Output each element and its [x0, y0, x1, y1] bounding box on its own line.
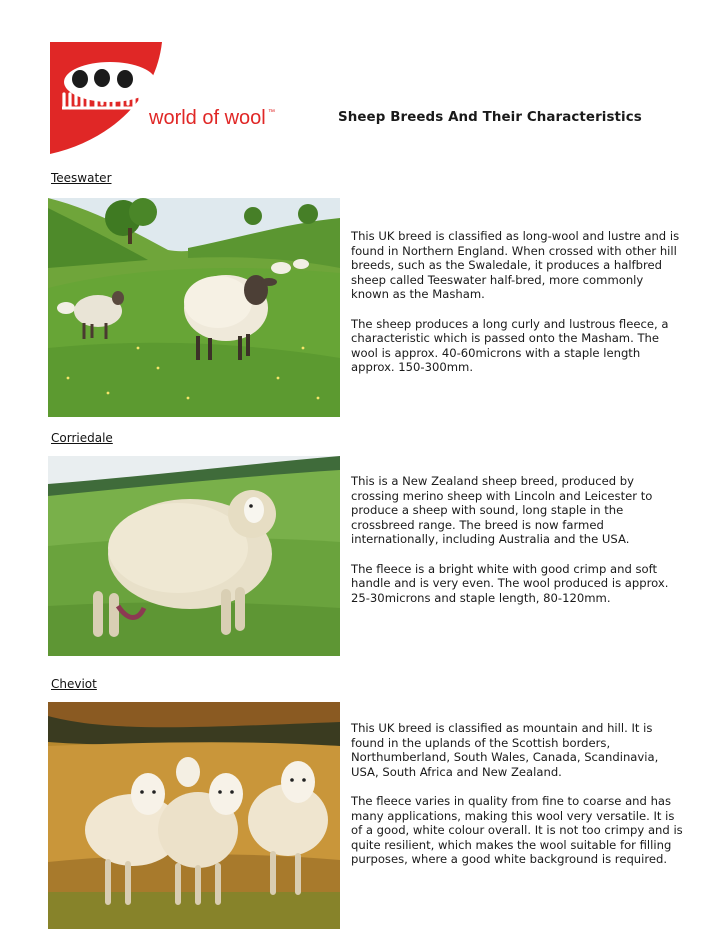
cheviot-paragraph-origin: This UK breed is classified as mountain and hill. It is found in the uplands of the Scottish borders, Northumberland, South Wales, Canada, Scandinavia, USA, South Africa and New Zealand. — [351, 721, 659, 779]
world-of-wool-logo — [50, 42, 280, 154]
breed-name-cheviot: Cheviot — [51, 677, 97, 691]
logo-graphic — [50, 42, 280, 154]
sheep-photo-icon — [48, 198, 340, 417]
page-title: Sheep Breeds And Their Characteristics — [338, 110, 642, 125]
sheep-emblem-icon — [62, 62, 156, 108]
corriedale-paragraph-origin: This is a New Zealand sheep breed, produced by crossing merino sheep with Lincoln and Leicester to produce a sheep with sound, long staple in the crossbreed range. The breed is now farmed internationally, including Australia and the USA. — [351, 474, 653, 547]
logo-text: world of wool — [149, 107, 266, 129]
sheep-photo-icon — [48, 456, 340, 656]
cheviot-paragraph-fleece: The fleece varies in quality from fine to coarse and has many applications, making this wool very versatile. It is of a good, white colour overall. It is not too crimpy and is quite resilient, which makes the wool suitable for filling purposes, where a good white background is required. — [351, 793, 683, 867]
breed-description-corriedale — [351, 474, 683, 620]
breed-description-teeswater — [351, 229, 683, 390]
breed-name-teeswater: Teeswater — [51, 171, 112, 185]
teeswater-photo — [48, 198, 340, 417]
corriedale-paragraph-fleece: The fleece is a bright white with good crimp and soft handle and is very even. The wool produced is approx. 25-30microns and staple length, 80-120mm. — [351, 561, 669, 605]
breed-description-cheviot — [351, 721, 683, 882]
teeswater-paragraph-fleece: The sheep produces a long curly and lustrous fleece, a characteristic which is passed onto the Masham. The wool is approx. 40-60microns with a staple length approx. 150-300mm. — [351, 316, 669, 375]
sheep-photo-icon — [48, 702, 340, 929]
teeswater-paragraph-origin: This UK breed is classified as long-wool and lustre and is found in Northern England. When crossed with other hill breeds, such as the Swaledale, it produces a halfbred sheep called Teeswater half-bred, more commonly known as the Masham. — [351, 229, 680, 302]
breed-name-corriedale: Corriedale — [51, 431, 113, 445]
logo-trademark: ™ — [268, 109, 275, 116]
corriedale-photo — [48, 456, 340, 656]
cheviot-photo — [48, 702, 340, 929]
